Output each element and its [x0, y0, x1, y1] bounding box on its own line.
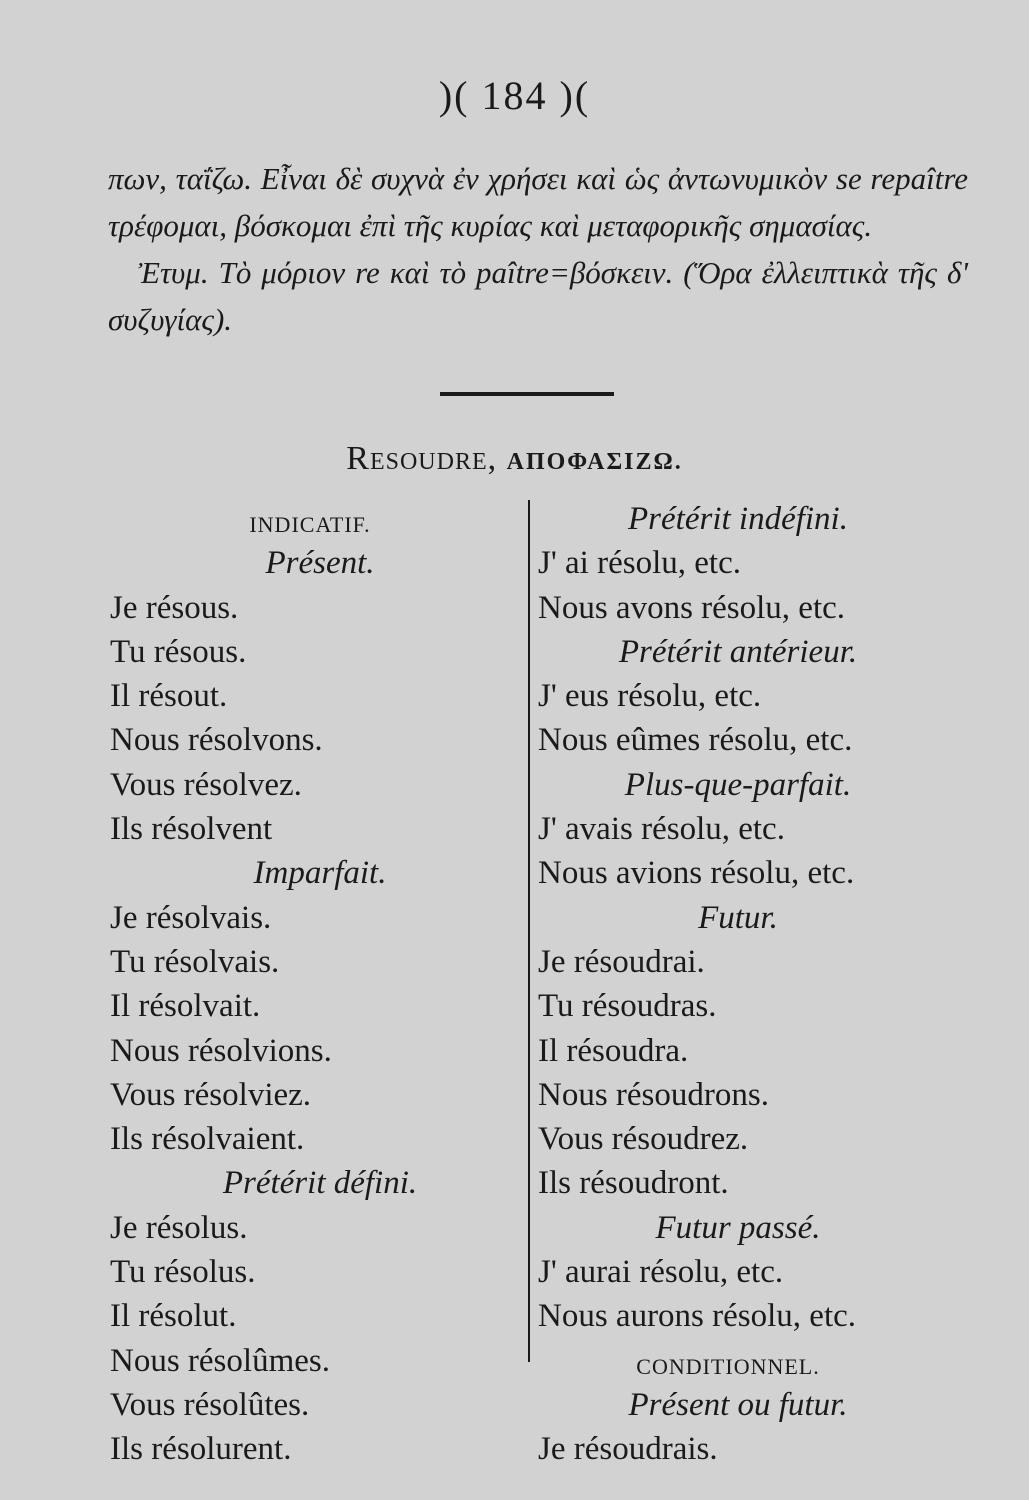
conjugation-right-column [538, 497, 918, 1472]
conjugation-line: Nous avons résolu, etc. [538, 589, 846, 626]
conjugation-line: J' avais résolu, etc. [538, 811, 785, 848]
conjugation-line: Vous résolvez. [110, 766, 302, 803]
conjugation-line: Tu résous. [110, 633, 247, 670]
conjugation-line: Tu résolvais. [110, 943, 280, 980]
conjugation-line: Nous avions résolu, etc. [538, 855, 855, 892]
conjugation-line: Je résous. [110, 589, 239, 626]
verb-title-greek: ΑΠΟΦΑΣΙΖΩ. [506, 449, 683, 475]
conjugation-line: Nous résolûmes. [110, 1342, 330, 1379]
section-rule [440, 392, 614, 396]
intro-paragraph-1: πων, ταΐζω. Εἶναι δὲ συχνὰ ἐν χρήσει καὶ ὡς ἀντωνυμικὸν se repaître τρέφομαι, βόσκομαι ἐπὶ τῆς κυρίας καὶ μεταφορικῆς σημασίας. [108, 161, 968, 243]
tense-heading: Prétérit indéfini. [628, 501, 848, 537]
page-number: )( 184 )( [438, 73, 591, 118]
conjugation-line: Je résolus. [110, 1209, 248, 1246]
conjugation-left-column [110, 497, 510, 1472]
conjugation-line: Vous résoudrez. [538, 1121, 749, 1158]
conjugation-line: Nous eûmes résolu, etc. [538, 722, 853, 759]
conjugation-line: Ils résolvent [110, 811, 273, 848]
conjugation-line: Il résolut. [110, 1298, 237, 1335]
tense-heading: Présent. [265, 545, 375, 582]
tense-heading: Imparfait. [253, 855, 387, 892]
mood-heading: INDICATIF. [249, 512, 371, 537]
tense-heading: Prétérit antérieur. [618, 633, 858, 670]
tense-heading: Futur. [698, 899, 778, 936]
conjugation-line: Nous aurons résolu, etc. [538, 1298, 857, 1335]
conjugation-line: J' aurai résolu, etc. [538, 1254, 784, 1291]
column-divider [528, 500, 530, 1362]
conjugation-line: Vous résolviez. [110, 1076, 312, 1113]
conjugation-line: Vous résolûtes. [110, 1386, 310, 1423]
conjugation-line: Nous résolvions. [110, 1032, 332, 1069]
tense-heading: Prétérit défini. [222, 1165, 418, 1202]
conjugation-line: Nous résolvons. [110, 722, 323, 759]
tense-heading: Plus-que-parfait. [624, 766, 852, 803]
tense-heading: Futur passé. [655, 1209, 821, 1246]
conjugation-line: Je résolvais. [110, 899, 272, 936]
conjugation-line: Tu résolus. [110, 1254, 256, 1291]
conjugation-line: Il résout. [110, 678, 228, 715]
conjugation-line: Ils résoudront. [538, 1165, 729, 1202]
conjugation-line: Je résoudrai. [538, 943, 705, 980]
intro-text [108, 155, 968, 343]
verb-title [0, 440, 1029, 478]
conjugation-line: J' ai résolu, etc. [538, 545, 741, 582]
tense-heading: Présent ou futur. [628, 1386, 848, 1423]
conjugation-line: Tu résoudras. [538, 988, 717, 1025]
conjugation-line: J' eus résolu, etc. [538, 678, 762, 715]
verb-title-french: Resoudre, [346, 440, 498, 477]
conjugation-line: Ils résolurent. [110, 1431, 292, 1468]
conjugation-line: Nous résoudrons. [538, 1076, 769, 1113]
conjugation-line: Ils résolvaient. [110, 1121, 305, 1158]
conjugation-line: Il résolvait. [110, 988, 261, 1025]
mood-heading: CONDITIONNEL. [636, 1353, 820, 1379]
conjugation-line: Je résoudrais. [538, 1431, 718, 1468]
intro-paragraph-2: Ἐτυμ. Τὸ μόριον re καὶ τὸ paître=βόσκειν. (Ὅρα ἐλλειπτικὰ τῆς δ' συζυγίας). [108, 255, 968, 337]
conjugation-line: Il résoudra. [538, 1032, 689, 1069]
